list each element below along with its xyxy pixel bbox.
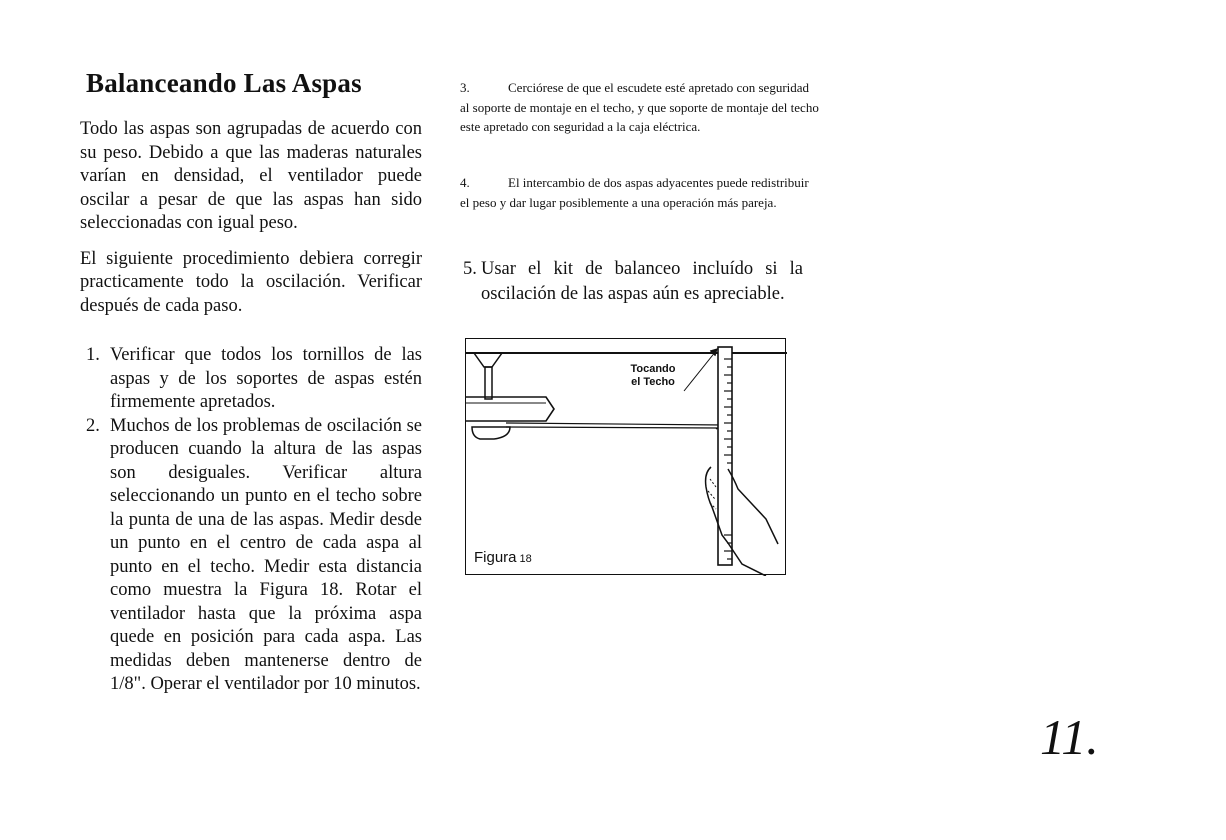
step-item-4 bbox=[460, 173, 820, 212]
step-text: Usar el kit de balanceo incluído si la oscilación de las aspas aún es apreciable. bbox=[481, 259, 803, 304]
step-number: 3. bbox=[460, 80, 470, 95]
left-column bbox=[80, 118, 422, 697]
figure-caption-number: 18 bbox=[519, 553, 532, 565]
figure-label-line1: Tocando bbox=[630, 363, 676, 375]
intro-paragraph-2: El siguiente procedimiento debiera corregir practicamente todo la oscilación. Verificar después de cada paso. bbox=[80, 248, 422, 316]
step-text: El intercambio de dos aspas adyacentes puede redistribuir el peso y dar lugar posiblemente a una operación más pareja. bbox=[460, 175, 809, 210]
step-item-1 bbox=[80, 344, 422, 415]
steps-list-left bbox=[80, 344, 422, 697]
step-text: Muchos de los problemas de oscilación se producen cuando la altura de las aspas son desiguales. Verificar altura seleccionando un punto en el techo sobre la punta de una de las aspas. Medir desde un punto en el centro de cada aspa al punto en el techo. Medir esta distancia como muestra la Figura 18. Rotar el ventilador hasta que la próxima aspa quede en posición para cada aspa. Las medidas deben mantenerse dentro de 1/8". Operar el ventilador por 10 minutos. bbox=[110, 415, 422, 694]
step-text: Verificar que todos los tornillos de las aspas y de los soportes de aspas estén firmemente apretados. bbox=[110, 345, 422, 412]
page-number: 11. bbox=[1040, 709, 1099, 765]
step-number: 2. bbox=[86, 415, 100, 436]
figure-caption-text: Figura bbox=[474, 549, 517, 566]
step-number: 4. bbox=[460, 175, 470, 190]
step-item-2 bbox=[80, 415, 422, 697]
step-number: 5. bbox=[463, 259, 477, 279]
step-text: Cerciórese de que el escudete esté apretado con seguridad al soporte de montaje en el techo, y que soporte de montaje del techo este apretado con seguridad a la caja eléctrica. bbox=[460, 80, 819, 134]
intro-paragraph-1: Todo las aspas son agrupadas de acuerdo con su peso. Debido a que las maderas naturales varían en densidad, el ventilador puede oscilar a pesar de que las aspas han sido seleccionadas con igual peso. bbox=[80, 119, 422, 233]
page-title: Balanceando Las Aspas bbox=[86, 68, 362, 98]
figure-label-line2: el Techo bbox=[631, 376, 675, 388]
step-number: 1. bbox=[86, 345, 100, 365]
step-item-3 bbox=[460, 78, 820, 137]
step-item-5 bbox=[463, 257, 803, 307]
figure-caption bbox=[474, 549, 532, 566]
figure-18 bbox=[465, 338, 786, 575]
